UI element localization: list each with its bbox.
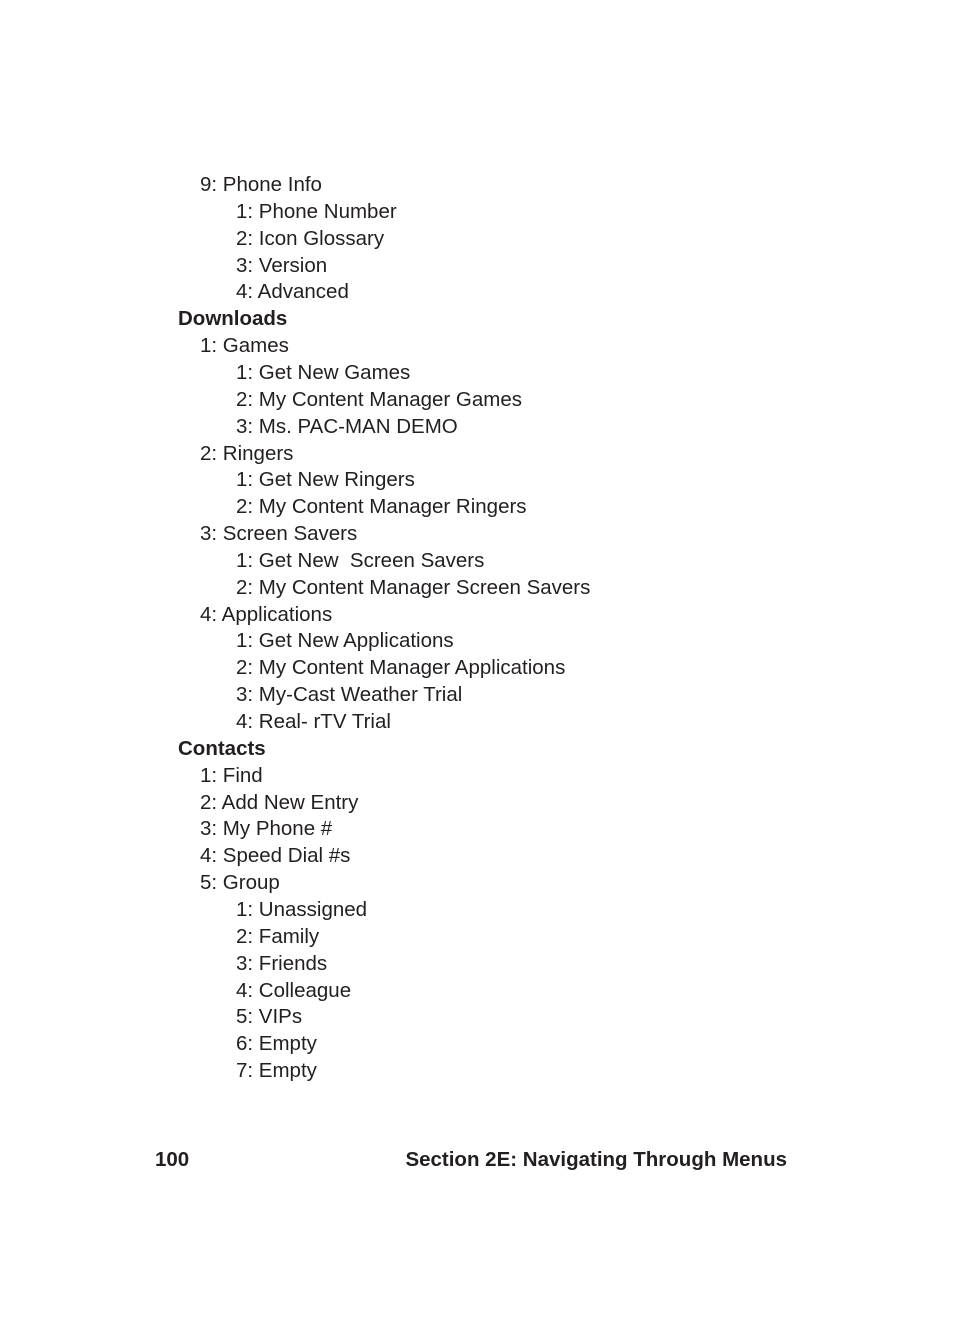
submenu-item: 2: My Content Manager Screen Savers xyxy=(236,576,591,599)
submenu-item: 7: Empty xyxy=(236,1059,317,1082)
menu-item: 9: Phone Info xyxy=(200,173,322,196)
submenu-item: 1: Get New Games xyxy=(236,361,411,384)
submenu-item: 2: Icon Glossary xyxy=(236,227,385,250)
menu-heading: Contacts xyxy=(178,737,266,760)
page-number: 100 xyxy=(155,1148,190,1171)
menu-item: 5: Group xyxy=(200,871,280,894)
menu-item: 2: Add New Entry xyxy=(200,791,359,814)
submenu-item: 6: Empty xyxy=(236,1032,317,1055)
menu-item: 1: Games xyxy=(200,334,289,357)
menu-item: 4: Speed Dial #s xyxy=(200,844,351,867)
menu-item: 1: Find xyxy=(200,764,263,787)
submenu-item: 3: Version xyxy=(236,254,328,277)
submenu-item: 1: Unassigned xyxy=(236,898,368,921)
submenu-item: 3: My-Cast Weather Trial xyxy=(236,683,463,706)
submenu-item: 1: Get New Screen Savers xyxy=(236,549,485,572)
submenu-item: 3: Ms. PAC-MAN DEMO xyxy=(236,415,458,438)
submenu-item: 4: Advanced xyxy=(236,280,349,303)
section-title: Section 2E: Navigating Through Menus xyxy=(405,1148,787,1171)
submenu-item: 1: Phone Number xyxy=(236,200,397,223)
menu-item: 3: Screen Savers xyxy=(200,522,358,545)
submenu-item: 4: Real- rTV Trial xyxy=(236,710,391,733)
menu-heading: Downloads xyxy=(178,307,288,330)
submenu-item: 2: My Content Manager Ringers xyxy=(236,495,527,518)
submenu-item: 1: Get New Applications xyxy=(236,629,454,652)
submenu-item: 2: My Content Manager Applications xyxy=(236,656,566,679)
submenu-item: 4: Colleague xyxy=(236,979,352,1002)
menu-item: 4: Applications xyxy=(200,603,333,626)
submenu-item: 5: VIPs xyxy=(236,1005,303,1028)
submenu-item: 3: Friends xyxy=(236,952,328,975)
submenu-item: 2: My Content Manager Games xyxy=(236,388,522,411)
menu-item: 3: My Phone # xyxy=(200,817,333,840)
menu-item: 2: Ringers xyxy=(200,442,294,465)
submenu-item: 2: Family xyxy=(236,925,320,948)
submenu-item: 1: Get New Ringers xyxy=(236,468,415,491)
